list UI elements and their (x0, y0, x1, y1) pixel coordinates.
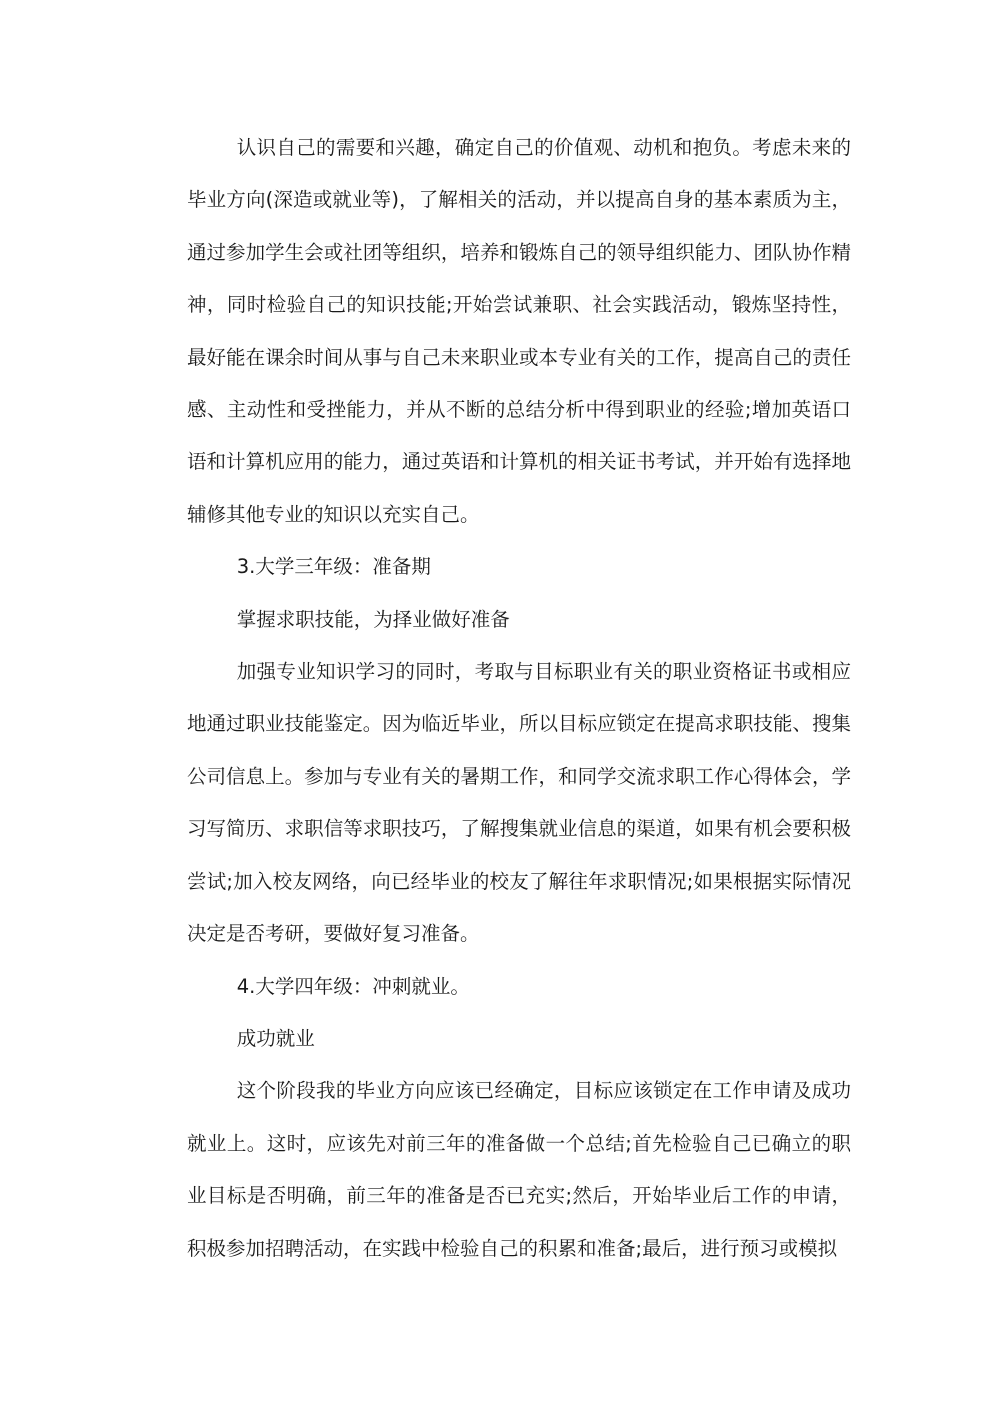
heading-year-three: 3.大学三年级：准备期 (236, 555, 431, 579)
document-body (187, 122, 851, 1275)
heading-year-four: 4.大学四年级：冲刺就业。 (236, 974, 470, 998)
subheading-successful-employment: 成功就业 (236, 1026, 315, 1050)
paragraph-year-three-plan: 加强专业知识学习的同时，考取与目标职业有关的职业资格证书或相应地通过职业技能鉴定。因为临近毕业，所以目标应锁定在提高求职技能、搜集公司信息上。参加与专业有关的暑期工作，和同学交流求职工作心得体会，学习写简历、求职信等求职技巧，了解搜集就业信息的渠道，如果有机会要积极尝试;加入校友网络，向已经毕业的校友了解往年求职情况;如果根据实际情况决定是否考研，要做好复习准备。 (187, 660, 851, 946)
subheading-job-skills: 掌握求职技能，为择业做好准备 (236, 607, 510, 631)
paragraph-year-four-plan: 这个阶段我的毕业方向应该已经确定，目标应该锁定在工作申请及成功就业上。这时，应该先对前三年的准备做一个总结;首先检验自己已确立的职业目标是否明确，前三年的准备是否已充实;然后，开始毕业后工作的申请，积极参加招聘活动，在实践中检验自己的积累和准备;最后，进行预习或模拟 (187, 1079, 851, 1260)
paragraph-self-awareness: 认识自己的需要和兴趣，确定自己的价值观、动机和抱负。考虑未来的毕业方向(深造或就业等)，了解相关的活动，并以提高自身的基本素质为主，通过参加学生会或社团等组织，培养和锻炼自己的领导组织能力、团队协作精神，同时检验自己的知识技能;开始尝试兼职、社会实践活动，锻炼坚持性，最好能在课余时间从事与自己未来职业或本专业有关的工作，提高自己的责任感、主动性和受挫能力，并从不断的总结分析中得到职业的经验;增加英语口语和计算机应用的能力，通过英语和计算机的相关证书考试，并开始有选择地辅修其他专业的知识以充实自己。 (187, 136, 851, 526)
